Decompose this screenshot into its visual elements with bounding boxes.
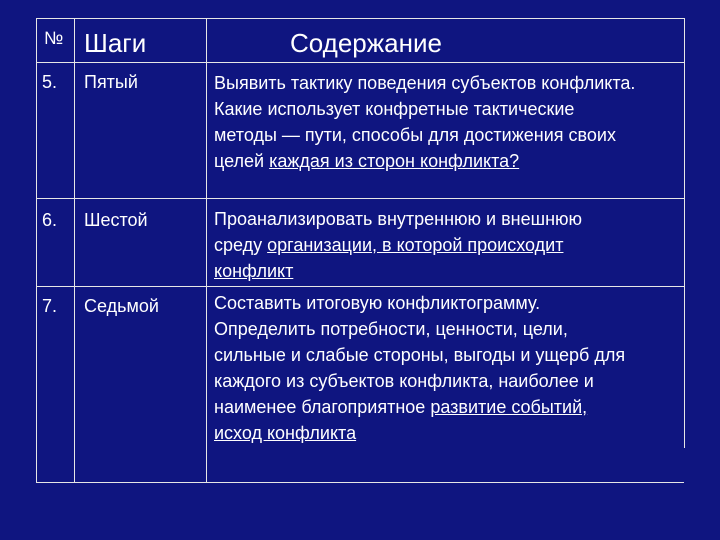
header-content: Содержание: [290, 28, 442, 58]
table-left-border: [36, 18, 37, 483]
content-line: [214, 148, 686, 174]
content-link[interactable]: исход конфликта: [214, 423, 357, 443]
row-divider: [36, 286, 684, 287]
row-content: [214, 290, 686, 446]
content-link[interactable]: конфликт: [214, 261, 294, 281]
table-bottom-border: [36, 482, 684, 483]
table-top-border: [36, 18, 684, 19]
row-step: Седьмой: [84, 296, 159, 316]
content-line: [214, 258, 686, 284]
row-divider: [36, 198, 684, 199]
content-line: [214, 232, 686, 258]
row-step: Пятый: [84, 72, 138, 92]
content-text: наименее благоприятное: [214, 397, 431, 417]
row-number: 7.: [42, 296, 58, 316]
content-line: [214, 394, 686, 420]
row-content: [214, 206, 686, 284]
content-line: Составить итоговую конфликтограмму.: [214, 293, 541, 313]
row-number: 6.: [42, 210, 58, 230]
content-line: Выявить тактику поведения субъектов конфликта.: [214, 73, 636, 93]
content-link[interactable]: развитие событий,: [430, 397, 588, 417]
header-steps: Шаги: [84, 28, 147, 58]
number-column-divider: [74, 18, 75, 483]
content-line: сильные и слабые стороны, выгоды и ущерб для: [214, 345, 626, 365]
content-link[interactable]: организации, в которой происходит: [267, 235, 564, 255]
content-line: Проанализировать внутреннюю и внешнюю: [214, 209, 583, 229]
content-text: среду: [214, 235, 268, 255]
content-line: [214, 420, 686, 446]
content-link[interactable]: каждая из сторон конфликта?: [269, 151, 520, 171]
row-content: [214, 70, 686, 174]
row-step: Шестой: [84, 210, 148, 230]
row-number: 5.: [42, 72, 58, 92]
header-number: №: [44, 28, 64, 48]
content-line: методы — пути, способы для достижения своих: [214, 125, 616, 145]
content-line: каждого из субъектов конфликта, наиболее и: [214, 371, 594, 391]
content-text: целей: [214, 151, 270, 171]
header-row-divider: [36, 62, 684, 63]
steps-column-divider: [206, 18, 207, 483]
content-line: Какие использует конфретные тактические: [214, 99, 575, 119]
content-line: Определить потребности, ценности, цели,: [214, 319, 568, 339]
